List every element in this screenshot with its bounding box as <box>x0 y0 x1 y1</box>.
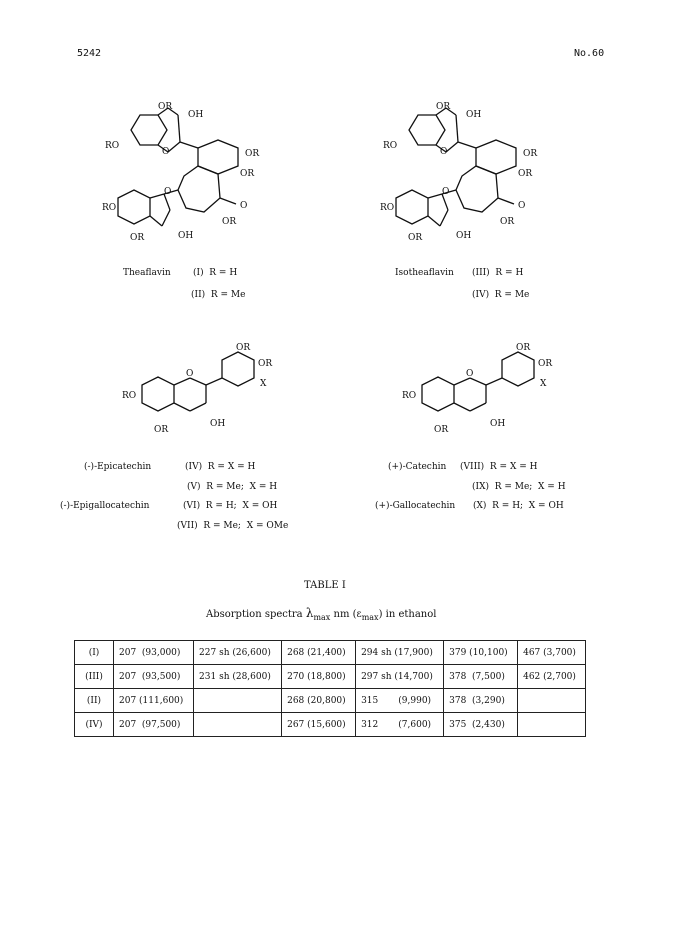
absorption-cell <box>194 689 282 713</box>
theaflavin-structure <box>100 90 290 265</box>
epigallocatechin-name: (-)-Epigallocatechin <box>60 501 150 511</box>
absorption-cell: 207 (93,500) <box>114 665 194 689</box>
atom-label: OH <box>466 110 482 120</box>
absorption-cell: 270 (18,800) <box>282 665 356 689</box>
compound-cell: (IV) <box>75 713 114 737</box>
absorption-cell: 207 (93,000) <box>114 641 194 665</box>
isotheaflavin-name: Isotheaflavin <box>395 268 454 278</box>
isotheaflavin-row-1: (III) R = H <box>472 268 524 278</box>
gallocatechin-row-1: (X) R = H; X = OH <box>473 501 564 511</box>
absorption-cell: 207 (97,500) <box>114 713 194 737</box>
atom-label: OR <box>408 233 423 243</box>
atom-label: OR <box>436 102 451 112</box>
theaflavin-name: Theaflavin <box>123 268 171 278</box>
table-caption: Absorption spectra $\lambda_{max}$ nm $(\varepsilon_{max})$ in ethanol <box>206 606 437 622</box>
atom-label: RO <box>122 391 137 401</box>
atom-label: OR <box>516 343 531 353</box>
epigallocatechin-row-2: (VII) R = Me; X = OMe <box>177 521 289 531</box>
isotheaflavin-structure <box>378 90 568 265</box>
absorption-cell: 467 (3,700) <box>518 641 586 665</box>
atom-label: OH <box>178 231 194 241</box>
atom-label: RO <box>102 203 117 213</box>
epigallocatechin-row-1: (VI) R = H; X = OH <box>183 501 278 511</box>
epicatechin-structure <box>118 340 298 445</box>
atom-label: OH <box>490 419 506 429</box>
atom-label: OR <box>258 359 273 369</box>
atom-label: OR <box>158 102 173 112</box>
atom-label: RO <box>402 391 417 401</box>
absorption-cell <box>194 713 282 737</box>
catechin-structure <box>398 340 578 445</box>
page-number: 5242 <box>77 48 102 59</box>
atom-label: OR <box>130 233 145 243</box>
atom-label: OR <box>222 217 237 227</box>
absorption-cell: 227 sh (26,600) <box>194 641 282 665</box>
atom-label: OR <box>245 149 260 159</box>
atom-label: O <box>440 147 448 157</box>
journal-issue: No.60 <box>574 48 605 59</box>
epicatechin-row-2: (V) R = Me; X = H <box>187 482 278 492</box>
catechin-row-1: (VIII) R = X = H <box>460 462 538 472</box>
absorption-cell: 462 (2,700) <box>518 665 586 689</box>
atom-label: OR <box>500 217 515 227</box>
atom-label: RO <box>380 203 395 213</box>
table-row <box>75 641 586 665</box>
absorption-cell: 231 sh (28,600) <box>194 665 282 689</box>
atom-label: RO <box>383 141 398 151</box>
atom-label: X <box>260 379 267 389</box>
atom-label: X <box>540 379 547 389</box>
epicatechin-row-1: (IV) R = X = H <box>185 462 256 472</box>
catechin-name: (+)-Catechin <box>388 462 447 472</box>
atom-label: OR <box>518 169 533 179</box>
theaflavin-row-2: (II) R = Me <box>191 290 246 300</box>
absorption-cell <box>518 689 586 713</box>
table-label: TABLE I <box>304 580 346 591</box>
absorption-cell: 207 (111,600) <box>114 689 194 713</box>
atom-label: O <box>466 369 474 379</box>
atom-label: OR <box>523 149 538 159</box>
atom-label: OR <box>434 425 449 435</box>
absorption-cell: 378 (7,500) <box>444 665 518 689</box>
theaflavin-row-1: (I) R = H <box>193 268 238 278</box>
absorption-cell: 312 (7,600) <box>356 713 444 737</box>
table-row <box>75 689 586 713</box>
absorption-cell: 378 (3,290) <box>444 689 518 713</box>
absorption-cell: 294 sh (17,900) <box>356 641 444 665</box>
gallocatechin-name: (+)-Gallocatechin <box>375 501 456 511</box>
table-row <box>75 665 586 689</box>
atom-label: OR <box>154 425 169 435</box>
atom-label: OR <box>538 359 553 369</box>
absorption-cell: 268 (20,800) <box>282 689 356 713</box>
atom-label: OR <box>240 169 255 179</box>
atom-label: RO <box>105 141 120 151</box>
absorption-cell: 267 (15,600) <box>282 713 356 737</box>
absorption-cell: 297 sh (14,700) <box>356 665 444 689</box>
atom-label: O <box>442 187 450 197</box>
absorption-cell: 379 (10,100) <box>444 641 518 665</box>
isotheaflavin-row-2: (IV) R = Me <box>472 290 530 300</box>
atom-label: OH <box>188 110 204 120</box>
compound-cell: (I) <box>75 641 114 665</box>
atom-label: OH <box>210 419 226 429</box>
atom-label: O <box>518 201 526 211</box>
compound-cell: (III) <box>75 665 114 689</box>
atom-label: O <box>240 201 248 211</box>
absorption-cell: 375 (2,430) <box>444 713 518 737</box>
catechin-row-2: (IX) R = Me; X = H <box>472 482 566 492</box>
absorption-cell: 268 (21,400) <box>282 641 356 665</box>
atom-label: OH <box>456 231 472 241</box>
table-row <box>75 713 586 737</box>
atom-label: OR <box>236 343 251 353</box>
absorption-cell <box>518 713 586 737</box>
absorption-spectra-table <box>74 640 586 737</box>
absorption-cell: 315 (9,990) <box>356 689 444 713</box>
atom-label: O <box>162 147 170 157</box>
compound-cell: (II) <box>75 689 114 713</box>
epicatechin-name: (-)-Epicatechin <box>84 462 152 472</box>
atom-label: O <box>186 369 194 379</box>
atom-label: O <box>164 187 172 197</box>
